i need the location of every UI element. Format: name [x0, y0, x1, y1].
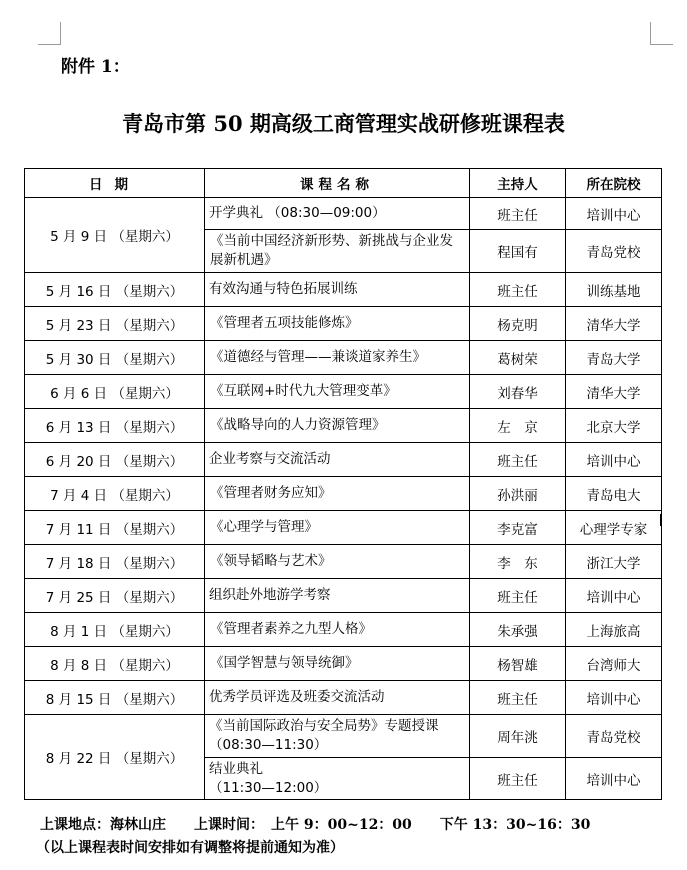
table-row	[25, 375, 662, 409]
row-host: 杨克明	[470, 307, 566, 341]
table-row	[25, 307, 662, 341]
row-date: 5 月 30 日 （星期六）	[25, 341, 205, 375]
row-institution: 训练基地	[566, 273, 662, 307]
row-course: 《战略导向的人力资源管理》	[205, 409, 470, 443]
document-title: 青岛市第 50 期高级工商管理实战研修班课程表	[122, 111, 565, 136]
row-date: 7 月 18 日 （星期六）	[25, 545, 205, 579]
row-date: 6 月 13 日 （星期六）	[25, 409, 205, 443]
table-row	[25, 579, 662, 613]
row-host: 周年洮	[470, 715, 566, 758]
row-host: 葛树荣	[470, 341, 566, 375]
page-corner-mark-top-right	[650, 22, 673, 45]
table-edge-mark	[660, 514, 662, 526]
row-institution: 上海旅高	[566, 613, 662, 647]
row-date: 5 月 23 日 （星期六）	[25, 307, 205, 341]
row-host: 李克富	[470, 511, 566, 545]
table-row	[25, 341, 662, 375]
table-row	[25, 477, 662, 511]
row-date: 7 月 25 日 （星期六）	[25, 579, 205, 613]
table-row	[25, 647, 662, 681]
page-corner-mark-top-left	[38, 22, 61, 45]
table-row	[25, 715, 662, 758]
row-host: 孙洪丽	[470, 477, 566, 511]
row-institution: 培训中心	[566, 443, 662, 477]
row-date: 6 月 20 日 （星期六）	[25, 443, 205, 477]
row-institution: 浙江大学	[566, 545, 662, 579]
row-institution: 培训中心	[566, 681, 662, 715]
row-host: 班主任	[470, 443, 566, 477]
row-date: 6 月 6 日 （星期六）	[25, 375, 205, 409]
row-institution: 北京大学	[566, 409, 662, 443]
row-course: 企业考察与交流活动	[205, 443, 470, 477]
row-institution: 培训中心	[566, 758, 662, 800]
course-title: 结业典礼	[209, 760, 263, 777]
row-institution: 青岛电大	[566, 477, 662, 511]
row-institution: 台湾师大	[566, 647, 662, 681]
class-location-and-time: 上课地点：海林山庄 上课时间： 上午 9：00~12：00 下午 13：30~16：30	[40, 817, 591, 833]
course-schedule-table	[24, 168, 662, 800]
row-date: 5 月 9 日 （星期六）	[25, 198, 205, 273]
table-header-row	[25, 169, 662, 198]
row-date: 5 月 16 日 （星期六）	[25, 273, 205, 307]
row-course: 《领导韬略与艺术》	[205, 545, 470, 579]
schedule-change-note: （以上课程表时间安排如有调整将提前通知为准）	[36, 840, 344, 856]
row-institution: 清华大学	[566, 375, 662, 409]
table-row	[25, 273, 662, 307]
course-title: 《当前国际政治与安全局势》专题授课	[209, 718, 439, 734]
row-course: 开学典礼 （08:30—09:00）	[205, 198, 470, 230]
row-host: 朱承强	[470, 613, 566, 647]
row-date: 8 月 22 日 （星期六）	[25, 715, 205, 800]
row-host: 程国有	[470, 230, 566, 273]
row-host: 班主任	[470, 681, 566, 715]
row-institution: 心理学专家	[566, 511, 662, 545]
row-date: 8 月 8 日 （星期六）	[25, 647, 205, 681]
row-course: 《管理者五项技能修炼》	[205, 307, 470, 341]
table-row	[25, 443, 662, 477]
row-course: 《互联网+时代九大管理变革》	[205, 375, 470, 409]
row-institution: 培训中心	[566, 198, 662, 230]
row-host: 班主任	[470, 198, 566, 230]
row-institution: 青岛党校	[566, 230, 662, 273]
course-time: （11:30—12:00）	[209, 779, 328, 796]
row-host: 班主任	[470, 273, 566, 307]
row-host: 李 东	[470, 545, 566, 579]
row-institution: 培训中心	[566, 579, 662, 613]
row-institution: 清华大学	[566, 307, 662, 341]
attachment-label: 附件 1：	[61, 57, 130, 77]
row-institution: 青岛党校	[566, 715, 662, 758]
table-row	[25, 545, 662, 579]
row-course	[205, 758, 470, 800]
row-course: 组织赴外地游学考察	[205, 579, 470, 613]
row-host: 班主任	[470, 758, 566, 800]
header-institution: 所在院校	[566, 169, 662, 198]
row-course: 《当前中国经济新形势、新挑战与企业发展新机遇》	[205, 230, 470, 273]
row-course: 《管理者素养之九型人格》	[205, 613, 470, 647]
row-date: 8 月 1 日 （星期六）	[25, 613, 205, 647]
row-course: 《国学智慧与领导统御》	[205, 647, 470, 681]
table-row	[25, 613, 662, 647]
row-date: 7 月 4 日 （星期六）	[25, 477, 205, 511]
row-date: 8 月 15 日 （星期六）	[25, 681, 205, 715]
row-course: 有效沟通与特色拓展训练	[205, 273, 470, 307]
row-host: 左 京	[470, 409, 566, 443]
row-host: 杨智雄	[470, 647, 566, 681]
row-host: 刘春华	[470, 375, 566, 409]
header-host: 主持人	[470, 169, 566, 198]
table-row	[25, 198, 662, 230]
row-course: 《道德经与管理——兼谈道家养生》	[205, 341, 470, 375]
row-course	[205, 715, 470, 758]
row-course: 优秀学员评选及班委交流活动	[205, 681, 470, 715]
header-date: 日期	[25, 169, 205, 198]
course-time: （08:30—11:30）	[209, 737, 328, 753]
table-row	[25, 409, 662, 443]
row-institution: 青岛大学	[566, 341, 662, 375]
row-host: 班主任	[470, 579, 566, 613]
row-course: 《管理者财务应知》	[205, 477, 470, 511]
row-date: 7 月 11 日 （星期六）	[25, 511, 205, 545]
header-course-name: 课程名称	[205, 169, 470, 198]
table-row	[25, 681, 662, 715]
row-course: 《心理学与管理》	[205, 511, 470, 545]
table-row	[25, 511, 662, 545]
